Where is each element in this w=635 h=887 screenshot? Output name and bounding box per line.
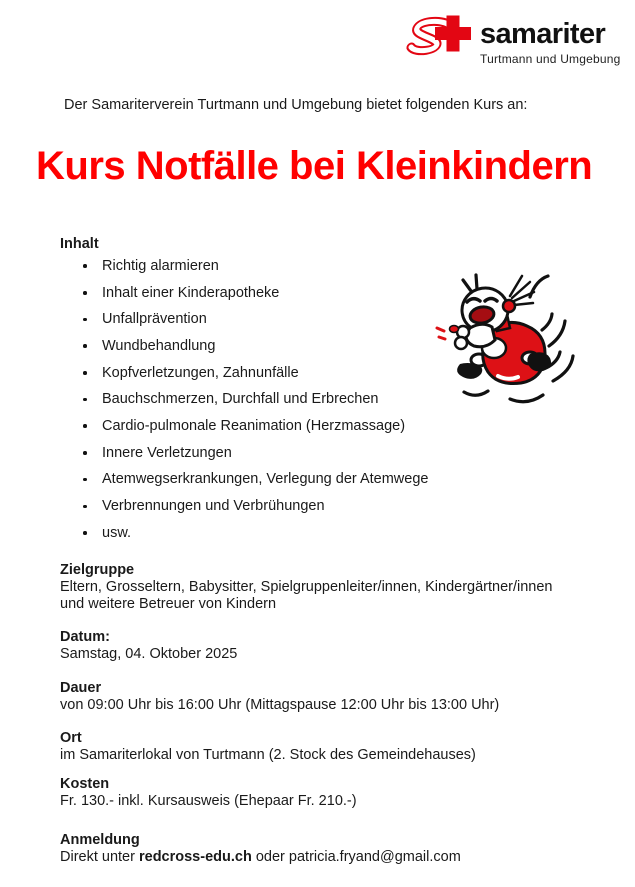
bullet-icon: [83, 505, 87, 509]
section-kosten: [60, 776, 357, 810]
inhalt-item-label: Richtig alarmieren: [102, 257, 219, 274]
ort-text: im Samariterlokal von Turtmann (2. Stock des Gemeindehauses): [60, 747, 476, 763]
kosten-heading: Kosten: [60, 776, 110, 792]
section-zielgruppe: [60, 562, 552, 613]
bullet-icon: [83, 531, 87, 535]
dauer-text: von 09:00 Uhr bis 16:00 Uhr (Mittagspause 12:00 Uhr bis 13:00 Uhr): [60, 697, 500, 713]
inhalt-item-label: Wundbehandlung: [102, 337, 216, 354]
samariter-logo: [403, 13, 621, 66]
email-link[interactable]: patricia.fryand@gmail.com: [288, 849, 461, 865]
inhalt-item: [60, 360, 428, 387]
inhalt-item: [60, 467, 428, 494]
section-inhalt: [60, 236, 428, 547]
crying-child-illustration: [430, 268, 612, 416]
bullet-icon: [83, 478, 87, 482]
inhalt-item: [60, 333, 428, 360]
anmeldung-text: [60, 849, 461, 866]
inhalt-item-label: Kopfverletzungen, Zahnunfälle: [102, 364, 299, 381]
ort-heading: Ort: [60, 730, 82, 746]
intro-text: Der Samariterverein Turtmann und Umgebung bietet folgenden Kurs an:: [64, 97, 528, 113]
inhalt-item-label: Innere Verletzungen: [102, 444, 232, 461]
bullet-icon: [83, 451, 87, 455]
inhalt-list: [60, 253, 428, 547]
dauer-heading: Dauer: [60, 680, 102, 696]
logo-subtitle: Turtmann und Umgebung: [480, 52, 621, 66]
website-link[interactable]: redcross-edu.ch: [138, 849, 252, 865]
inhalt-item-label: usw.: [102, 524, 132, 541]
inhalt-item: [60, 280, 428, 307]
bullet-icon: [83, 344, 87, 348]
inhalt-item-label: Atemwegserkrankungen, Verlegung der Atemwege: [102, 471, 429, 488]
inhalt-item: [60, 413, 428, 440]
section-datum: [60, 629, 237, 663]
datum-heading: Datum:: [60, 629, 110, 645]
inhalt-item: [60, 386, 428, 413]
datum-text: Samstag, 04. Oktober 2025: [60, 646, 238, 662]
section-dauer: [60, 680, 499, 714]
inhalt-item-label: Cardio-pulmonale Reanimation (Herzmassage): [102, 417, 406, 434]
zielgruppe-heading: Zielgruppe: [60, 562, 135, 578]
zielgruppe-text-line2: und weitere Betreuer von Kindern: [60, 596, 277, 612]
bullet-icon: [83, 398, 87, 402]
anmeldung-connector: oder: [251, 849, 289, 865]
section-ort: [60, 730, 476, 764]
inhalt-heading: Inhalt: [60, 236, 99, 252]
inhalt-item: [60, 493, 428, 520]
section-anmeldung: [60, 832, 461, 866]
inhalt-item: [60, 306, 428, 333]
inhalt-item: [60, 253, 428, 280]
inhalt-item-label: Inhalt einer Kinderapotheke: [102, 284, 280, 301]
inhalt-item: [60, 520, 428, 547]
inhalt-item-label: Unfallprävention: [102, 311, 207, 328]
logo-brand: samariter: [480, 18, 606, 50]
anmeldung-prefix: Direkt unter: [60, 849, 139, 865]
zielgruppe-text-line1: Eltern, Grosseltern, Babysitter, Spielgruppenleiter/innen, Kindergärtner/innen: [60, 579, 553, 595]
bullet-icon: [83, 318, 87, 322]
samariter-s-cross-icon: [403, 13, 478, 65]
kosten-text: Fr. 130.- inkl. Kursausweis (Ehepaar Fr. 210.-): [60, 793, 357, 809]
bullet-icon: [83, 371, 87, 375]
bullet-icon: [83, 291, 87, 295]
bullet-icon: [83, 264, 87, 268]
inhalt-item-label: Bauchschmerzen, Durchfall und Erbrechen: [102, 391, 379, 408]
inhalt-item: [60, 440, 428, 467]
inhalt-item-label: Verbrennungen und Verbrühungen: [102, 498, 325, 515]
course-title: Kurs Notfälle bei Kleinkindern: [36, 144, 593, 188]
bullet-icon: [83, 424, 87, 428]
anmeldung-heading: Anmeldung: [60, 832, 140, 848]
